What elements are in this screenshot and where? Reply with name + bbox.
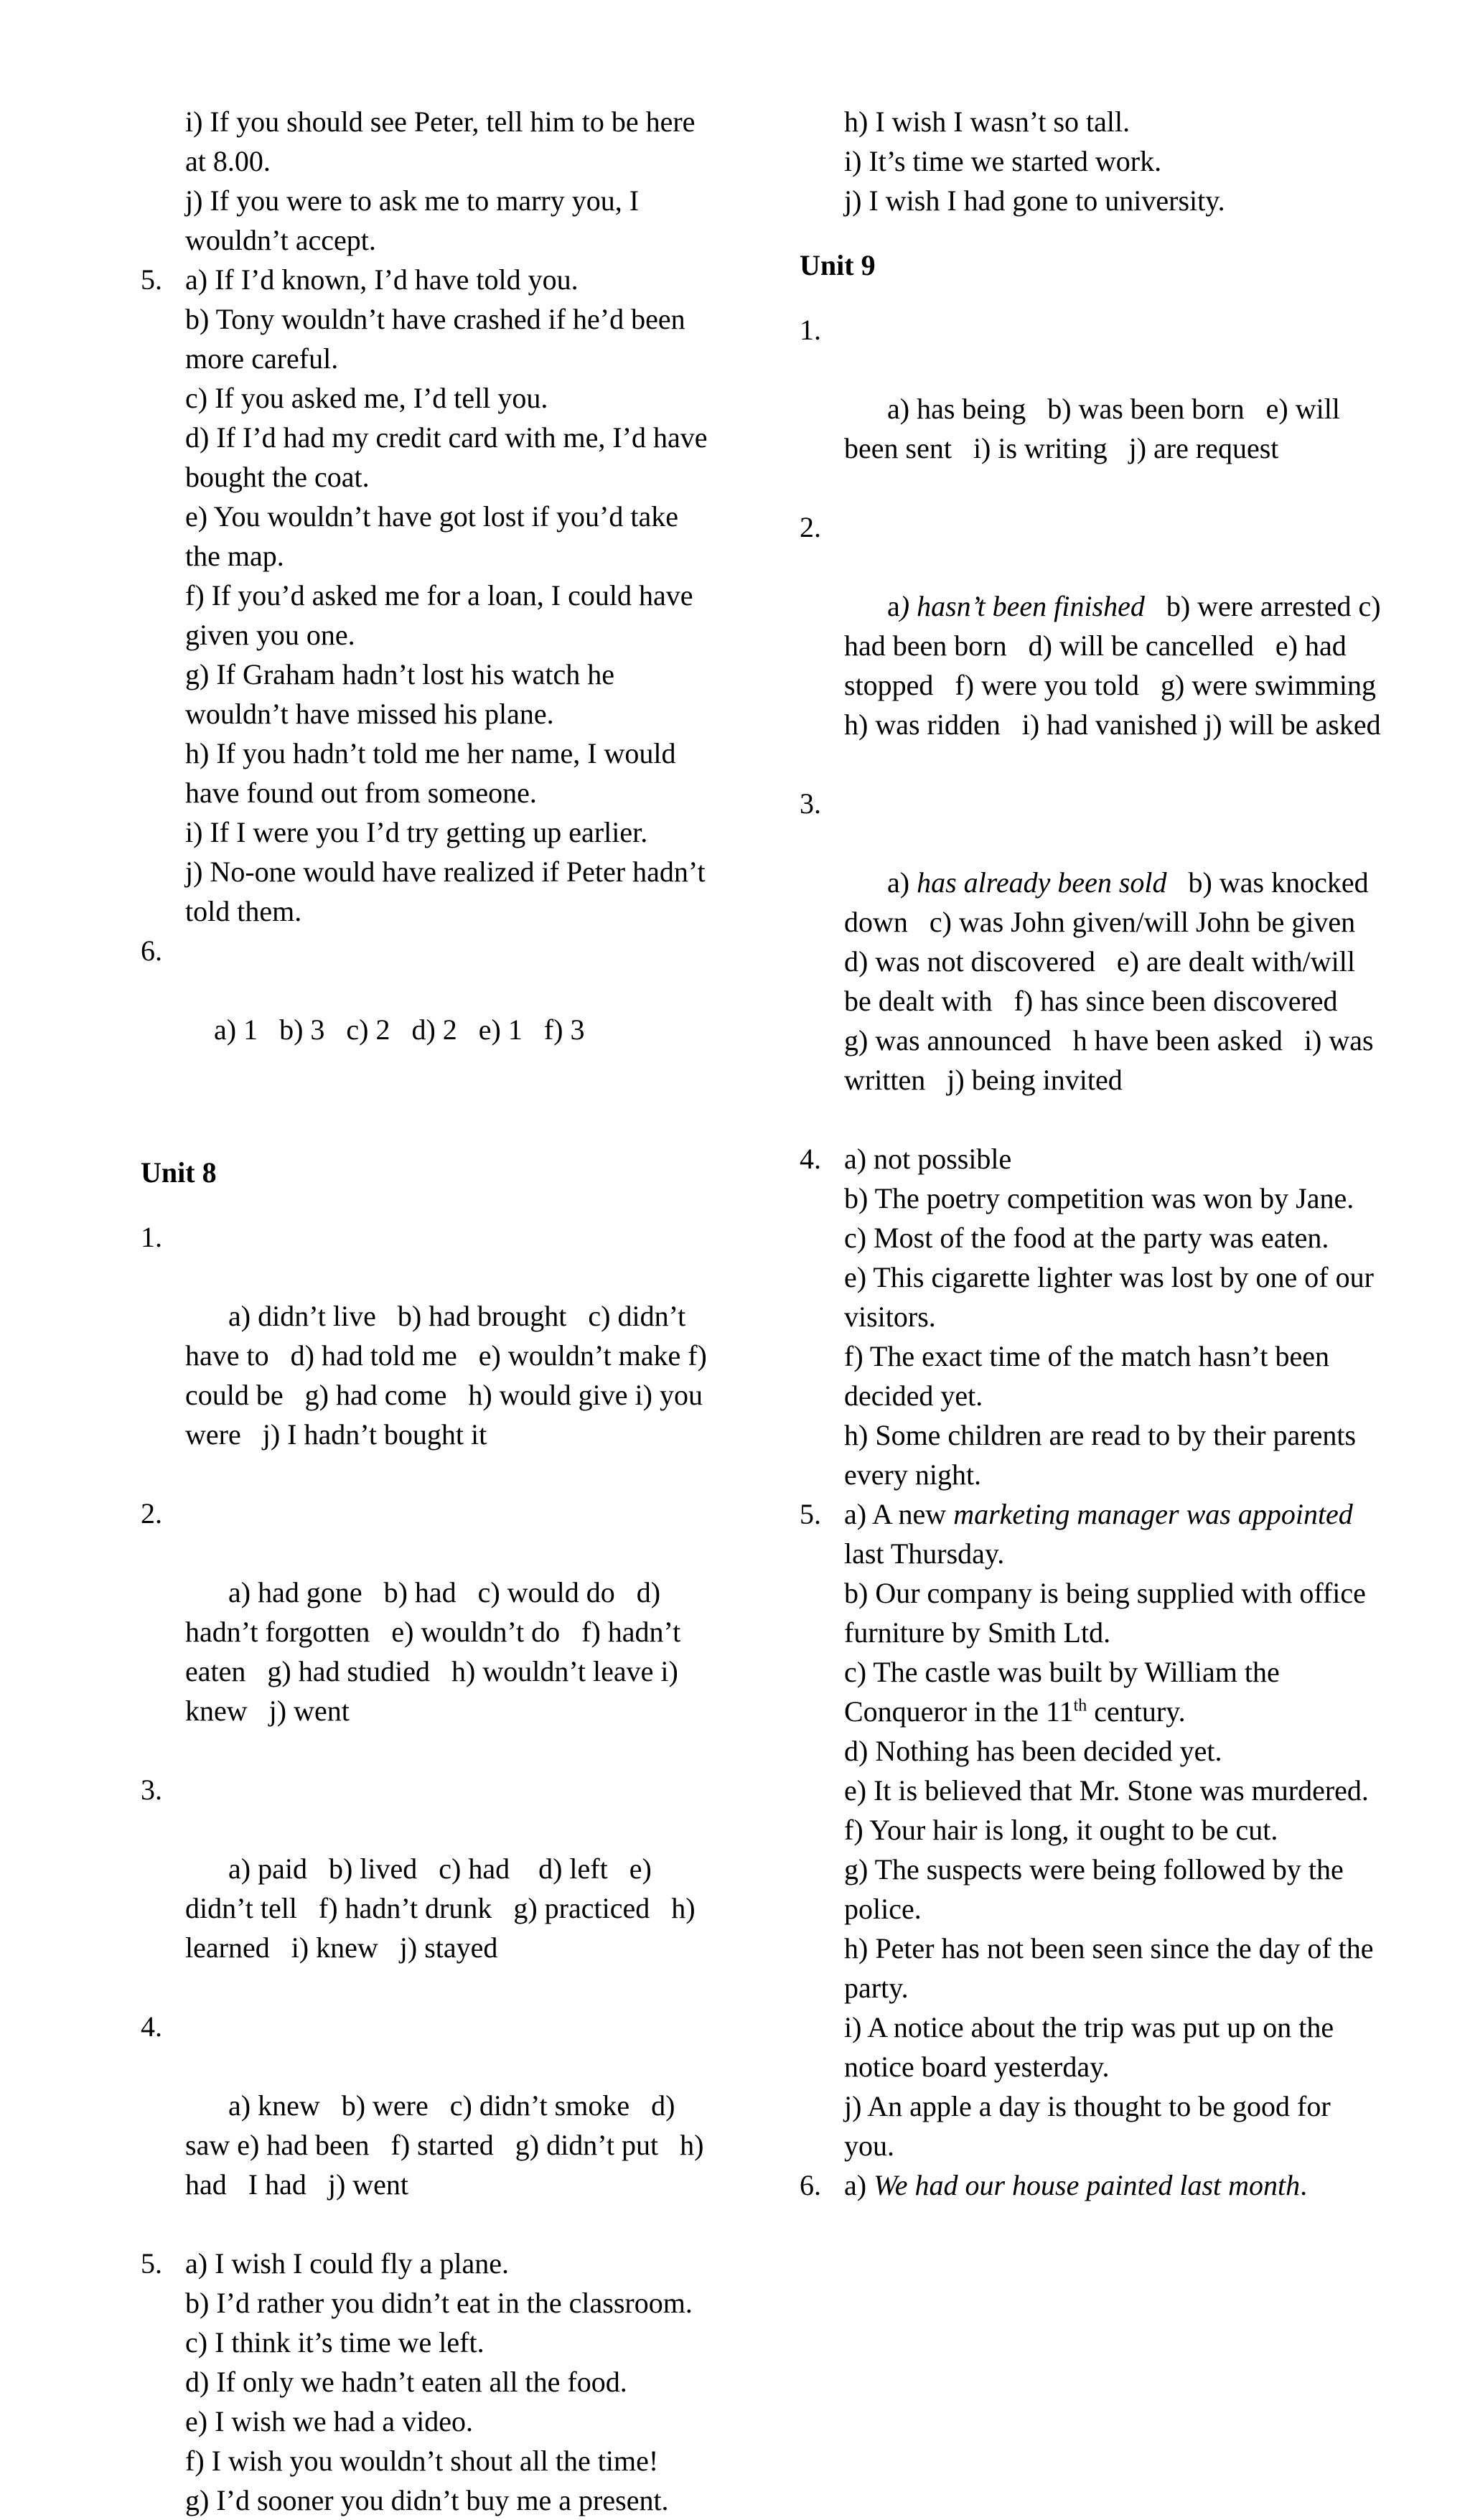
question-5 bbox=[141, 2244, 715, 2520]
answer-line: j) I wish I had gone to university. bbox=[844, 184, 1225, 217]
unit-heading: Unit 8 bbox=[141, 1156, 217, 1189]
question-number: 5. bbox=[800, 1498, 821, 1530]
answer-line: i) A notice about the trip was put up on the notice board yesterday. bbox=[844, 2011, 1334, 2083]
question-number: 1. bbox=[141, 1221, 162, 1253]
answer-label: a) A new bbox=[844, 1498, 954, 1530]
question-number: 4. bbox=[141, 2010, 162, 2043]
answer-line: f) The exact time of the match hasn’t been decided yet. bbox=[844, 1340, 1330, 1412]
question-number: 5. bbox=[141, 263, 162, 296]
question-2 bbox=[141, 1494, 715, 1770]
answer-line: a) 1 b) 3 c) 2 d) 2 e) 1 f) 3 bbox=[214, 1013, 585, 1046]
question-3 bbox=[800, 784, 1381, 1139]
question-6 bbox=[141, 931, 715, 1089]
answer-text: last Thursday. bbox=[844, 1537, 1005, 1570]
answer-line bbox=[844, 1652, 1381, 1731]
answer-line: f) If you’d asked me for a loan, I could have given you one. bbox=[185, 579, 693, 651]
answer-line: f) I wish you wouldn’t shout all the time! bbox=[185, 2445, 659, 2477]
answer-text: c) The castle was built by William the Conqueror in the 11 bbox=[844, 1656, 1280, 1728]
unit-heading: Unit 9 bbox=[800, 249, 876, 281]
answer-line: a) not possible bbox=[844, 1143, 1012, 1175]
answer-line: i) If I were you I’d try getting up earlier. bbox=[185, 816, 648, 848]
answer-line: c) Most of the food at the party was eaten. bbox=[844, 1222, 1329, 1254]
answer-line: g) I’d sooner you didn’t buy me a present. bbox=[185, 2484, 669, 2516]
question-number: 6. bbox=[141, 935, 162, 967]
answer-line: i) It’s time we started work. bbox=[844, 145, 1162, 177]
answer-line: j) No-one would have realized if Peter hadn’t told them. bbox=[185, 856, 706, 927]
right-column bbox=[800, 102, 1398, 2205]
answer-line: d) Nothing has been decided yet. bbox=[844, 1735, 1222, 1767]
left-column bbox=[141, 102, 715, 2520]
answer-text: b) was knocked down c) was John given/will John be given d) was not discovered e) are dealt with/will be dealt with f) has since been discovered g) was announced h have been asked i) was written j) being invited bbox=[844, 866, 1381, 1096]
question-5 bbox=[141, 260, 715, 931]
answer-text: century. bbox=[1087, 1695, 1186, 1728]
question-2 bbox=[800, 507, 1398, 784]
answer-line: b) Our company is being supplied with office furniture by Smith Ltd. bbox=[844, 1577, 1366, 1649]
answer-line: h) I wish I wasn’t so tall. bbox=[844, 106, 1130, 138]
answer-line: g) If Graham hadn’t lost his watch he wouldn’t have missed his plane. bbox=[185, 658, 614, 730]
answer-line: c) If you asked me, I’d tell you. bbox=[185, 382, 548, 414]
answer-text: a) has being b) was been born e) will been sent i) is writing j) are request bbox=[844, 393, 1347, 464]
question-4 bbox=[800, 1139, 1381, 1494]
answer-line: h) If you hadn’t told me her name, I would have found out from someone. bbox=[185, 737, 676, 809]
answer-label: a bbox=[887, 590, 900, 622]
answer-text: . bbox=[1300, 2169, 1308, 2201]
answer-line: b) I’d rather you didn’t eat in the classroom. bbox=[185, 2287, 693, 2319]
answer-line bbox=[844, 1494, 1381, 1573]
answer-line: b) The poetry competition was won by Jane. bbox=[844, 1182, 1354, 1214]
answer-line: e) This cigarette lighter was lost by one of our visitors. bbox=[844, 1261, 1374, 1333]
example-answer: We had our house painted last month bbox=[874, 2169, 1301, 2201]
question-number: 3. bbox=[141, 1774, 162, 1806]
question-number: 2. bbox=[800, 511, 821, 543]
example-answer: marketing manager was appointed bbox=[953, 1498, 1353, 1530]
answer-line: c) I think it’s time we left. bbox=[185, 2326, 484, 2359]
question-number: 1. bbox=[800, 314, 821, 346]
answer-line: b) Tony wouldn’t have crashed if he’d been more careful. bbox=[185, 303, 685, 375]
answer-line: g) The suspects were being followed by the police. bbox=[844, 1853, 1344, 1925]
example-answer: ) hasn’t been finished bbox=[899, 590, 1145, 622]
example-answer: has already been sold bbox=[917, 866, 1167, 899]
unit-9-answers bbox=[800, 310, 1398, 2205]
answer-label: a) bbox=[844, 2169, 874, 2201]
answer-label: a) bbox=[887, 866, 917, 899]
answer-line: d) If I’d had my credit card with me, I’d have bought the coat. bbox=[185, 421, 708, 493]
question-number: 5. bbox=[141, 2247, 162, 2280]
question-number: 2. bbox=[141, 1497, 162, 1530]
answer-text: a) didn’t live b) had brought c) didn’t have to d) had told me e) wouldn’t make f) could be g) had come h) would give i) you were j) I hadn’t bought it bbox=[185, 1300, 714, 1451]
answer-text: a) had gone b) had c) would do d) hadn’t forgotten e) wouldn’t do f) hadn’t eaten g) had studied h) wouldn’t leave i) knew j) went bbox=[185, 1576, 688, 1727]
answer-line: j) An apple a day is thought to be good for you. bbox=[844, 2090, 1331, 2162]
superscript: th bbox=[1073, 1696, 1087, 1715]
answer-line: j) If you were to ask me to marry you, I wouldn’t accept. bbox=[185, 184, 640, 256]
answer-line: e) I wish we had a video. bbox=[185, 2405, 473, 2437]
answer-line: i) If you should see Peter, tell him to be here at 8.00. bbox=[185, 106, 696, 177]
continued-answers bbox=[800, 102, 1381, 220]
question-5 bbox=[800, 1494, 1381, 2165]
unit-8-answers bbox=[141, 1217, 715, 2520]
answer-line: h) Some children are read to by their parents every night. bbox=[844, 1419, 1357, 1491]
answer-line: a) I wish I could fly a plane. bbox=[185, 2247, 509, 2280]
question-3 bbox=[141, 1770, 715, 2007]
continued-answers bbox=[141, 102, 715, 260]
answer-text: a) knew b) were c) didn’t smoke d) saw e) had been f) started g) didn’t put h) had I had j) went bbox=[185, 2089, 711, 2201]
question-number: 3. bbox=[800, 787, 821, 820]
answer-text: a) paid b) lived c) had d) left e) didn’t tell f) hadn’t drunk g) practiced h) learned i) knew j) stayed bbox=[185, 1852, 703, 1964]
answer-line: a) If I’d known, I’d have told you. bbox=[185, 263, 579, 296]
answer-line: e) You wouldn’t have got lost if you’d take the map. bbox=[185, 500, 678, 572]
answer-text: b) were arrested c) had been born d) will be cancelled e) had stopped f) were you told g) were swimming h) was ridden i) had vanished j) will be asked bbox=[844, 590, 1398, 741]
answer-line: h) Peter has not been seen since the day of the party. bbox=[844, 1932, 1374, 2004]
question-4 bbox=[141, 2007, 715, 2244]
answer-line: d) If only we hadn’t eaten all the food. bbox=[185, 2366, 627, 2398]
question-number: 4. bbox=[800, 1143, 821, 1175]
question-1 bbox=[141, 1217, 715, 1494]
question-number: 6. bbox=[800, 2169, 821, 2201]
question-1 bbox=[800, 310, 1381, 507]
question-6 bbox=[800, 2165, 1381, 2205]
answer-line: e) It is believed that Mr. Stone was murdered. bbox=[844, 1774, 1369, 1807]
answer-line: f) Your hair is long, it ought to be cut. bbox=[844, 1814, 1278, 1846]
